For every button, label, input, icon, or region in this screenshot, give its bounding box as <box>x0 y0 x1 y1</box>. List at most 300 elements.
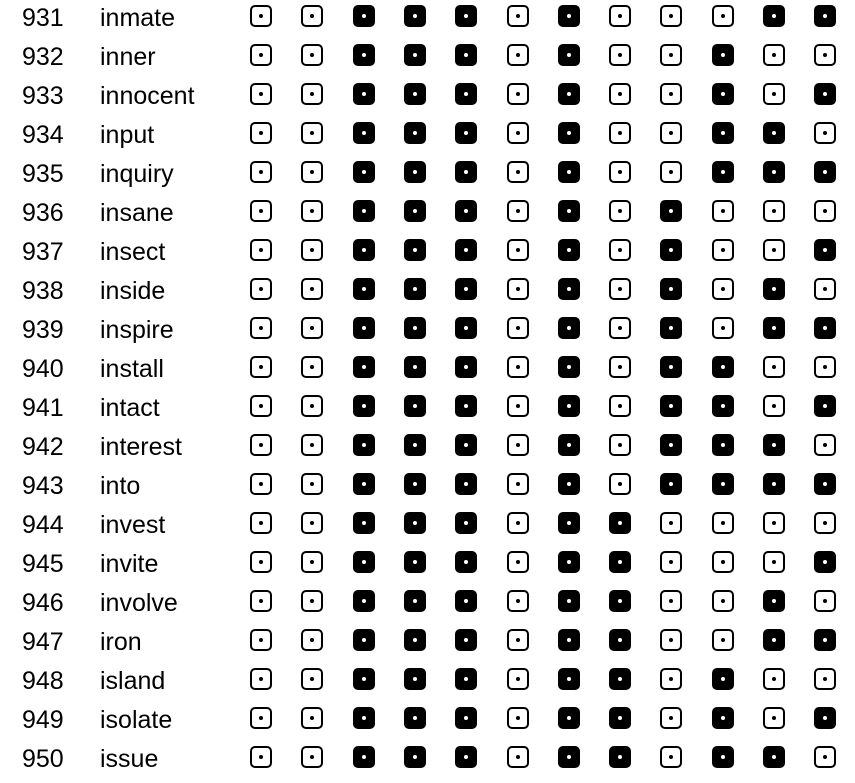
bit-empty-box <box>250 395 272 417</box>
table-row <box>0 80 855 119</box>
bit-empty-box <box>507 668 529 690</box>
bit-empty-box <box>609 473 631 495</box>
bit-empty-box <box>763 356 785 378</box>
bit-filled-box <box>660 200 682 222</box>
bit-empty-box <box>609 83 631 105</box>
bit-filled-box <box>712 434 734 456</box>
bit-empty-box <box>301 356 323 378</box>
bit-filled-box <box>404 707 426 729</box>
bit-empty-box <box>609 5 631 27</box>
bit-filled-box <box>814 83 836 105</box>
bit-filled-box <box>404 200 426 222</box>
bit-empty-box <box>250 83 272 105</box>
bit-empty-box <box>507 473 529 495</box>
bit-empty-box <box>507 512 529 534</box>
bit-empty-box <box>507 746 529 768</box>
row-number: 950 <box>22 745 64 773</box>
bit-empty-box <box>250 473 272 495</box>
bit-filled-box <box>660 278 682 300</box>
bit-filled-box <box>353 512 375 534</box>
bit-filled-box <box>660 473 682 495</box>
row-number: 931 <box>22 4 64 32</box>
bit-filled-box <box>814 629 836 651</box>
bit-empty-box <box>712 200 734 222</box>
bit-empty-box <box>250 707 272 729</box>
bit-empty-box <box>660 590 682 612</box>
bit-empty-box <box>660 161 682 183</box>
row-number: 934 <box>22 121 64 149</box>
bit-filled-box <box>609 512 631 534</box>
bit-empty-box <box>301 161 323 183</box>
table-row <box>0 236 855 275</box>
bit-filled-box <box>353 746 375 768</box>
bit-filled-box <box>609 629 631 651</box>
row-number: 946 <box>22 589 64 617</box>
bit-empty-box <box>763 83 785 105</box>
bit-empty-box <box>507 83 529 105</box>
bit-filled-box <box>712 356 734 378</box>
row-number: 933 <box>22 82 64 110</box>
table-row <box>0 548 855 587</box>
bit-empty-box <box>507 44 529 66</box>
bit-empty-box <box>609 395 631 417</box>
bit-empty-box <box>660 629 682 651</box>
bit-empty-box <box>507 629 529 651</box>
bit-filled-box <box>763 161 785 183</box>
bit-empty-box <box>507 200 529 222</box>
row-number: 949 <box>22 706 64 734</box>
bit-filled-box <box>404 122 426 144</box>
bit-empty-box <box>250 5 272 27</box>
bit-filled-box <box>353 629 375 651</box>
table-row <box>0 626 855 665</box>
bit-filled-box <box>814 473 836 495</box>
bit-filled-box <box>814 395 836 417</box>
bit-empty-box <box>301 83 323 105</box>
bit-empty-box <box>814 668 836 690</box>
bit-filled-box <box>404 668 426 690</box>
table-row <box>0 704 855 743</box>
bit-empty-box <box>660 44 682 66</box>
bit-empty-box <box>301 590 323 612</box>
bit-filled-box <box>660 239 682 261</box>
bit-empty-box <box>660 746 682 768</box>
bit-empty-box <box>301 434 323 456</box>
row-number: 942 <box>22 433 64 461</box>
row-word: island <box>100 667 166 695</box>
row-word: install <box>100 355 164 383</box>
bit-filled-box <box>814 5 836 27</box>
bit-filled-box <box>404 629 426 651</box>
bit-empty-box <box>609 200 631 222</box>
bit-filled-box <box>660 395 682 417</box>
bit-empty-box <box>250 551 272 573</box>
bit-filled-box <box>353 551 375 573</box>
bit-empty-box <box>660 512 682 534</box>
bit-filled-box <box>455 590 477 612</box>
row-number: 935 <box>22 160 64 188</box>
bit-empty-box <box>250 512 272 534</box>
table-row <box>0 743 855 782</box>
table-row <box>0 509 855 548</box>
row-word: iron <box>100 628 142 656</box>
bit-empty-box <box>301 473 323 495</box>
bit-filled-box <box>455 746 477 768</box>
bit-filled-box <box>353 200 375 222</box>
bit-empty-box <box>507 551 529 573</box>
bit-empty-box <box>712 239 734 261</box>
bit-empty-box <box>712 317 734 339</box>
table-row <box>0 431 855 470</box>
bit-filled-box <box>455 551 477 573</box>
bit-filled-box <box>455 5 477 27</box>
row-word: innocent <box>100 82 195 110</box>
bit-filled-box <box>660 317 682 339</box>
bit-empty-box <box>250 434 272 456</box>
bit-filled-box <box>609 746 631 768</box>
bit-empty-box <box>250 668 272 690</box>
bit-filled-box <box>712 473 734 495</box>
bit-empty-box <box>250 44 272 66</box>
row-word: invite <box>100 550 159 578</box>
bit-filled-box <box>712 395 734 417</box>
row-word: interest <box>100 433 182 461</box>
bit-empty-box <box>814 746 836 768</box>
bit-filled-box <box>558 122 580 144</box>
bit-filled-box <box>558 551 580 573</box>
bit-empty-box <box>609 239 631 261</box>
bit-filled-box <box>558 434 580 456</box>
row-number: 937 <box>22 238 64 266</box>
bit-empty-box <box>301 200 323 222</box>
bit-empty-box <box>301 746 323 768</box>
bit-filled-box <box>404 395 426 417</box>
table-row <box>0 41 855 80</box>
bit-filled-box <box>558 629 580 651</box>
bit-filled-box <box>712 668 734 690</box>
bit-filled-box <box>455 278 477 300</box>
bit-filled-box <box>660 434 682 456</box>
bit-filled-box <box>404 317 426 339</box>
bit-filled-box <box>404 44 426 66</box>
table-row <box>0 158 855 197</box>
bit-filled-box <box>455 317 477 339</box>
bit-empty-box <box>712 551 734 573</box>
bit-filled-box <box>404 512 426 534</box>
bit-filled-box <box>353 473 375 495</box>
bit-filled-box <box>455 200 477 222</box>
bit-empty-box <box>507 278 529 300</box>
bit-empty-box <box>712 278 734 300</box>
row-word: intact <box>100 394 160 422</box>
row-number: 938 <box>22 277 64 305</box>
bit-filled-box <box>455 122 477 144</box>
table-row <box>0 119 855 158</box>
bit-empty-box <box>301 278 323 300</box>
bit-filled-box <box>404 161 426 183</box>
row-number: 932 <box>22 43 64 71</box>
bit-empty-box <box>250 239 272 261</box>
bit-filled-box <box>455 161 477 183</box>
bit-filled-box <box>558 590 580 612</box>
bit-empty-box <box>660 5 682 27</box>
bit-empty-box <box>301 707 323 729</box>
bit-filled-box <box>353 668 375 690</box>
bit-empty-box <box>660 707 682 729</box>
row-number: 943 <box>22 472 64 500</box>
bit-empty-box <box>301 512 323 534</box>
bit-empty-box <box>763 512 785 534</box>
bit-filled-box <box>558 746 580 768</box>
bit-filled-box <box>712 44 734 66</box>
bit-filled-box <box>660 356 682 378</box>
bit-filled-box <box>814 317 836 339</box>
bit-filled-box <box>455 83 477 105</box>
bit-filled-box <box>558 83 580 105</box>
bit-empty-box <box>507 707 529 729</box>
bit-filled-box <box>404 278 426 300</box>
bit-empty-box <box>250 317 272 339</box>
bit-empty-box <box>609 356 631 378</box>
bit-empty-box <box>301 317 323 339</box>
bit-empty-box <box>507 5 529 27</box>
bit-empty-box <box>814 434 836 456</box>
bit-empty-box <box>301 395 323 417</box>
bit-filled-box <box>814 161 836 183</box>
bit-empty-box <box>763 668 785 690</box>
bit-filled-box <box>558 473 580 495</box>
bit-filled-box <box>404 83 426 105</box>
bit-filled-box <box>353 161 375 183</box>
bit-empty-box <box>250 122 272 144</box>
table-row <box>0 587 855 626</box>
table-row <box>0 197 855 236</box>
bit-empty-box <box>507 590 529 612</box>
bit-filled-box <box>455 44 477 66</box>
bit-empty-box <box>609 122 631 144</box>
row-word: into <box>100 472 141 500</box>
row-number: 948 <box>22 667 64 695</box>
bit-filled-box <box>558 161 580 183</box>
row-number: 939 <box>22 316 64 344</box>
bit-empty-box <box>301 44 323 66</box>
bit-empty-box <box>250 590 272 612</box>
bit-filled-box <box>353 83 375 105</box>
bit-filled-box <box>558 200 580 222</box>
bit-filled-box <box>404 5 426 27</box>
bit-filled-box <box>763 746 785 768</box>
row-word: inside <box>100 277 166 305</box>
bit-empty-box <box>301 122 323 144</box>
bit-empty-box <box>609 278 631 300</box>
bit-empty-box <box>609 434 631 456</box>
bit-filled-box <box>404 356 426 378</box>
bit-empty-box <box>301 668 323 690</box>
bit-empty-box <box>814 122 836 144</box>
bit-empty-box <box>712 590 734 612</box>
bit-empty-box <box>609 44 631 66</box>
bit-filled-box <box>712 161 734 183</box>
bit-empty-box <box>814 44 836 66</box>
bit-filled-box <box>558 356 580 378</box>
bit-empty-box <box>814 356 836 378</box>
bit-filled-box <box>353 239 375 261</box>
bit-empty-box <box>250 746 272 768</box>
bit-filled-box <box>763 473 785 495</box>
bit-empty-box <box>763 200 785 222</box>
bit-empty-box <box>814 590 836 612</box>
table-row <box>0 2 855 41</box>
row-word: insect <box>100 238 166 266</box>
bit-empty-box <box>609 317 631 339</box>
bit-empty-box <box>507 122 529 144</box>
bit-filled-box <box>712 122 734 144</box>
bit-empty-box <box>763 44 785 66</box>
bit-filled-box <box>814 707 836 729</box>
bit-filled-box <box>609 668 631 690</box>
bit-filled-box <box>455 512 477 534</box>
row-word: involve <box>100 589 178 617</box>
bit-filled-box <box>404 590 426 612</box>
bit-filled-box <box>353 5 375 27</box>
table-row <box>0 275 855 314</box>
bit-filled-box <box>558 278 580 300</box>
bit-filled-box <box>763 590 785 612</box>
row-number: 936 <box>22 199 64 227</box>
bit-empty-box <box>301 551 323 573</box>
row-number: 944 <box>22 511 64 539</box>
row-word: invest <box>100 511 166 539</box>
bit-filled-box <box>558 668 580 690</box>
bit-empty-box <box>814 278 836 300</box>
bit-filled-box <box>763 122 785 144</box>
bit-filled-box <box>353 44 375 66</box>
bit-filled-box <box>763 434 785 456</box>
row-word: inquiry <box>100 160 174 188</box>
bit-filled-box <box>353 590 375 612</box>
bit-filled-box <box>404 239 426 261</box>
bit-empty-box <box>763 239 785 261</box>
row-word: inmate <box>100 4 176 32</box>
bit-filled-box <box>353 434 375 456</box>
bit-empty-box <box>712 5 734 27</box>
bit-empty-box <box>814 512 836 534</box>
bit-filled-box <box>455 239 477 261</box>
bit-empty-box <box>250 356 272 378</box>
row-word: inner <box>100 43 156 71</box>
bit-filled-box <box>455 356 477 378</box>
bit-filled-box <box>455 707 477 729</box>
bit-empty-box <box>301 239 323 261</box>
bit-filled-box <box>712 746 734 768</box>
bit-filled-box <box>455 629 477 651</box>
bit-empty-box <box>507 161 529 183</box>
bit-filled-box <box>558 44 580 66</box>
bit-filled-box <box>558 707 580 729</box>
bit-empty-box <box>763 707 785 729</box>
bit-filled-box <box>455 434 477 456</box>
bit-filled-box <box>814 551 836 573</box>
bit-empty-box <box>660 122 682 144</box>
bit-filled-box <box>712 707 734 729</box>
bit-filled-box <box>763 278 785 300</box>
bit-empty-box <box>250 200 272 222</box>
bit-filled-box <box>404 551 426 573</box>
bit-filled-box <box>712 83 734 105</box>
bit-empty-box <box>507 395 529 417</box>
bit-filled-box <box>455 395 477 417</box>
table-row <box>0 353 855 392</box>
table-row <box>0 392 855 431</box>
bit-empty-box <box>712 629 734 651</box>
bit-filled-box <box>558 239 580 261</box>
bit-empty-box <box>763 551 785 573</box>
bit-filled-box <box>353 317 375 339</box>
row-word: inspire <box>100 316 174 344</box>
bit-filled-box <box>353 395 375 417</box>
bit-filled-box <box>455 473 477 495</box>
table-row <box>0 314 855 353</box>
row-word: input <box>100 121 155 149</box>
bit-empty-box <box>250 161 272 183</box>
bit-filled-box <box>404 746 426 768</box>
bit-empty-box <box>250 629 272 651</box>
bit-empty-box <box>507 356 529 378</box>
bit-filled-box <box>404 434 426 456</box>
table-row <box>0 665 855 704</box>
bit-filled-box <box>763 5 785 27</box>
row-number: 940 <box>22 355 64 383</box>
row-number: 941 <box>22 394 64 422</box>
bit-empty-box <box>660 668 682 690</box>
bit-filled-box <box>353 122 375 144</box>
bit-filled-box <box>558 5 580 27</box>
row-number: 945 <box>22 550 64 578</box>
bit-empty-box <box>250 278 272 300</box>
bit-empty-box <box>763 395 785 417</box>
table-row <box>0 470 855 509</box>
row-word: issue <box>100 745 159 773</box>
bit-filled-box <box>353 356 375 378</box>
bit-empty-box <box>660 83 682 105</box>
bit-filled-box <box>609 707 631 729</box>
bit-empty-box <box>507 239 529 261</box>
bit-filled-box <box>353 707 375 729</box>
bit-filled-box <box>609 551 631 573</box>
bit-filled-box <box>558 395 580 417</box>
row-word: isolate <box>100 706 173 734</box>
bit-empty-box <box>609 161 631 183</box>
bit-filled-box <box>763 629 785 651</box>
bit-filled-box <box>763 317 785 339</box>
bit-empty-box <box>712 512 734 534</box>
bit-empty-box <box>301 629 323 651</box>
row-word: insane <box>100 199 174 227</box>
bit-filled-box <box>353 278 375 300</box>
row-number: 947 <box>22 628 64 656</box>
bit-empty-box <box>507 434 529 456</box>
bit-empty-box <box>301 5 323 27</box>
bit-filled-box <box>609 590 631 612</box>
bit-filled-box <box>558 512 580 534</box>
bit-empty-box <box>507 317 529 339</box>
bit-filled-box <box>558 317 580 339</box>
bit-filled-box <box>814 239 836 261</box>
bit-filled-box <box>455 668 477 690</box>
bit-empty-box <box>814 200 836 222</box>
bit-filled-box <box>404 473 426 495</box>
bit-empty-box <box>660 551 682 573</box>
